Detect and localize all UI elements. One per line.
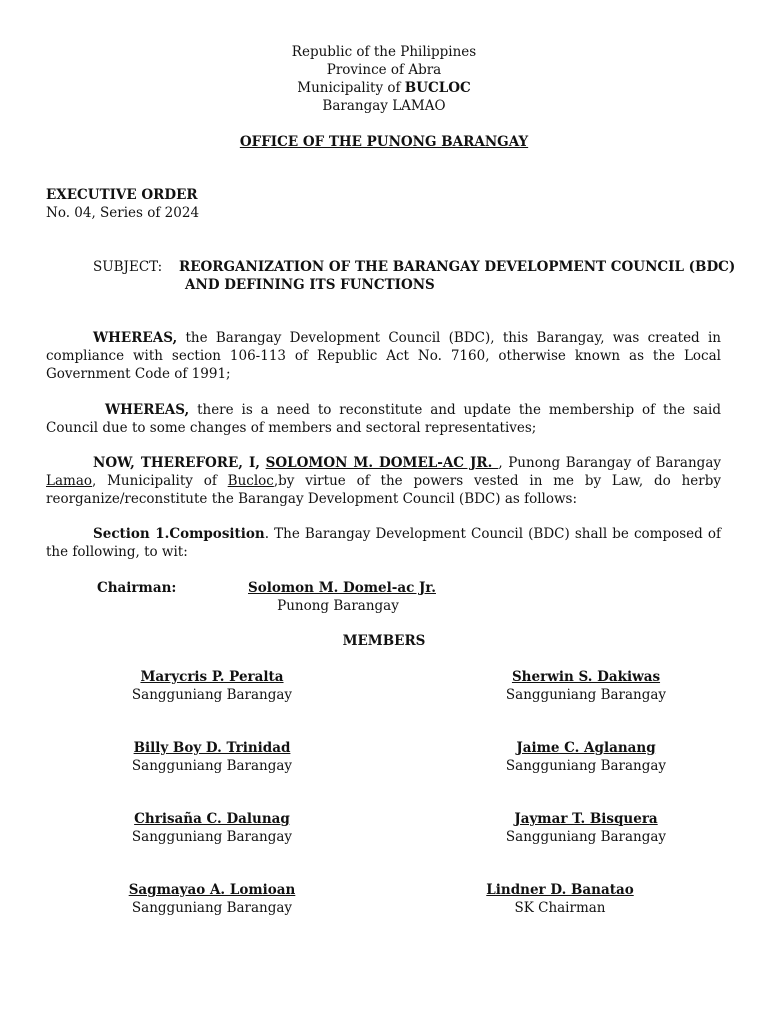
therefore-text-3: ,by virtue of the powers vested in me by Law, do herby reorganize/reconstitute the Barangay Development Council (BDC) as follows: — [46, 473, 721, 507]
therefore-text-2: , Municipality of — [92, 473, 228, 489]
chairman-block — [232, 579, 452, 597]
subject-line-2: AND DEFINING ITS FUNCTIONS — [185, 277, 435, 293]
therefore-lead: NOW, THEREFORE, I, — [93, 455, 261, 471]
municipality-name-inline: Bucloc — [227, 473, 274, 489]
chairman-label: Chairman: — [97, 580, 177, 596]
section-1-paragraph — [46, 525, 721, 561]
member-item — [102, 810, 322, 846]
member-role: Sangguniang Barangay — [131, 687, 293, 703]
member-item — [476, 810, 696, 846]
member-role: Sangguniang Barangay — [505, 758, 667, 774]
whereas-lead-1: WHEREAS, — [93, 330, 178, 346]
republic-line: Republic of the Philippines — [291, 44, 477, 60]
member-item — [102, 739, 322, 775]
subject-line-1: REORGANIZATION OF THE BARANGAY DEVELOPMENT COUNCIL (BDC) — [179, 259, 736, 275]
whereas-paragraph-2 — [46, 401, 721, 437]
member-role: Sangguniang Barangay — [131, 900, 293, 916]
member-name: Marycris P. Peralta — [140, 669, 284, 685]
barangay-line: Barangay LAMAO — [322, 98, 446, 114]
punong-barangay-name: SOLOMON M. DOMEL-AC JR. — [265, 455, 499, 471]
member-role: Sangguniang Barangay — [505, 829, 667, 845]
member-name: Chrisaña C. Dalunag — [134, 811, 290, 827]
member-item — [476, 739, 696, 775]
therefore-paragraph — [46, 454, 721, 508]
letterhead — [184, 43, 584, 115]
section-1-text: . The Barangay Development Council (BDC) shall be composed of the following, to wit: — [46, 526, 721, 560]
members-heading: MEMBERS — [342, 633, 426, 649]
municipality-line — [184, 79, 584, 97]
member-name: Sherwin S. Dakiwas — [511, 669, 661, 685]
member-name: Sagmayao A. Lomioan — [128, 882, 296, 898]
province-line: Province of Abra — [326, 62, 442, 78]
member-item — [102, 668, 322, 704]
therefore-text-1: , Punong Barangay of Barangay — [498, 455, 721, 471]
whereas-paragraph-1 — [46, 329, 721, 383]
order-title: EXECUTIVE ORDER — [46, 187, 198, 203]
whereas-text-1: the Barangay Development Council (BDC), this Barangay, was created in compliance with section 106-113 of Republic Act No. 7160, otherwise known as the Local Government Code of 1991; — [46, 330, 721, 382]
municipality-prefix: Municipality of — [297, 80, 405, 96]
whereas-text-2: there is a need to reconstitute and update the membership of the said Council due to some changes of members and sectoral representatives; — [46, 402, 721, 436]
member-item — [450, 881, 670, 917]
subject-label: SUBJECT: — [93, 259, 163, 275]
member-name: Billy Boy D. Trinidad — [133, 740, 291, 756]
member-name: Jaime C. Aglanang — [516, 740, 656, 756]
whereas-lead-2: WHEREAS, — [105, 402, 190, 418]
section-1-lead: Section 1.Composition — [93, 526, 265, 542]
barangay-name: Lamao — [46, 473, 92, 489]
member-name: Lindner D. Banatao — [486, 882, 634, 898]
chairman-role: Punong Barangay — [277, 598, 399, 614]
order-number: No. 04, Series of 2024 — [46, 205, 200, 221]
member-name: Jaymar T. Bisquera — [514, 811, 658, 827]
member-item — [476, 668, 696, 704]
chairman-name: Solomon M. Domel-ac Jr. — [248, 580, 436, 596]
member-role: SK Chairman — [514, 900, 606, 916]
member-item — [102, 881, 322, 917]
member-role: Sangguniang Barangay — [131, 829, 293, 845]
member-role: Sangguniang Barangay — [505, 687, 667, 703]
office-title: OFFICE OF THE PUNONG BARANGAY — [239, 134, 529, 150]
municipality-name: BUCLOC — [404, 80, 471, 96]
member-role: Sangguniang Barangay — [131, 758, 293, 774]
